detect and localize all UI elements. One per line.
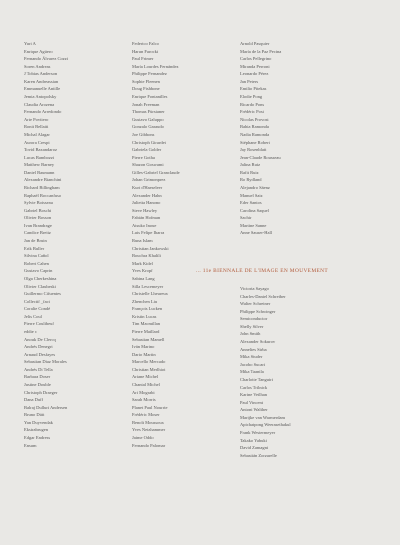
- artist-name: María de la Paz Pecina: [240, 48, 282, 54]
- artist-name: Pierre Gotha: [132, 154, 155, 160]
- artist-name: Takako Yabuki: [240, 437, 267, 443]
- artist-name: Aurora Crespi: [24, 139, 50, 145]
- artist-name: Shazon Goswami: [132, 162, 164, 168]
- artist-name: Jacobo Sucari: [240, 361, 266, 367]
- artist-name: John Smith: [240, 331, 261, 337]
- artist-name: Lucas Bambozzi: [24, 154, 55, 160]
- artist-name: Anouk De Clercq: [24, 336, 56, 342]
- artist-name: Mark Kidel: [132, 260, 153, 266]
- artist-name: Enrique Fontanilles: [132, 94, 168, 100]
- artist-name: Bahia Ramonda: [240, 124, 269, 130]
- artist-name: Alexander Sokurov: [240, 339, 276, 345]
- artist-name: Antoni Walther: [240, 407, 268, 413]
- artist-name: Ricardo Pons: [240, 101, 265, 107]
- artist-name: Olga Cherkeshina: [24, 275, 57, 281]
- artist-name: Luis Felipe Ibarra: [132, 230, 165, 236]
- artist-name: Alejandro Sáenz: [240, 184, 270, 190]
- artist-list-column-2: [132, 40, 180, 449]
- artist-name: Eder Santos: [240, 200, 262, 206]
- artist-name: Matthew Barney: [24, 162, 55, 168]
- artist-name: Tovid Baxandaroz: [24, 147, 58, 153]
- artist-name: Iván Marino: [132, 344, 155, 350]
- artist-name: Ronit Bellaiti: [24, 124, 49, 130]
- artist-name: Julietta Hanono: [132, 200, 161, 206]
- artist-name: Balraj Dulluri Andersen: [24, 404, 68, 410]
- artist-name: Emilio Pitekas: [240, 86, 267, 92]
- artist-name: Martine Sanne: [240, 222, 267, 228]
- artist-name: Johan Grimonprez: [132, 177, 166, 183]
- artist-name: Federico Falco: [132, 41, 159, 46]
- artist-name: Carlos Pellegrino: [240, 56, 272, 62]
- artist-name: François Lucken: [132, 306, 163, 312]
- artist-name: Richard Billingham: [24, 184, 60, 190]
- artist-name: Erik Buller: [24, 245, 45, 251]
- artist-name: Pierre Maillard: [132, 328, 160, 334]
- artist-name: Guillermo Cifuentes: [24, 291, 61, 297]
- artist-name: Joe Gibbons: [132, 131, 155, 137]
- artist-name: Christian Merlhiot: [132, 366, 166, 372]
- artist-name: Walter Schreiner: [240, 301, 271, 307]
- artist-name: Stéphane Robert: [240, 139, 270, 145]
- artist-name: Claudia Arozena: [24, 101, 55, 107]
- artist-name: Ari Mograbi: [132, 389, 155, 395]
- artist-name: David Zamagni: [240, 445, 269, 451]
- artist-name: Frank Westermeyer: [240, 429, 276, 435]
- artist-name: Sachir: [240, 215, 252, 221]
- artist-name: María Lourdes Fernández: [132, 63, 179, 69]
- artist-name: Jonah Freeman: [132, 101, 160, 107]
- artist-name: Anne Sauser-Hall: [240, 230, 273, 236]
- artist-name: Atsuko Inoue: [132, 222, 157, 228]
- artist-name: Mika Studer: [240, 354, 263, 360]
- artist-name: Raphaël Boccanfuso: [24, 192, 62, 198]
- artist-name: Frédéric Post: [240, 109, 264, 115]
- artist-name: Kristin Lucas: [132, 313, 157, 319]
- artist-name: Ariane Michel: [132, 374, 159, 380]
- artist-name: Pierre Coulibeuf: [24, 321, 54, 327]
- artist-name: Manuel Saiz: [240, 192, 263, 198]
- artist-name: Fernando Álvarez Cozzi: [24, 56, 68, 62]
- artist-name: Sebastian Mamell: [132, 336, 165, 342]
- artist-name: Marijke van Warmerdam: [240, 414, 286, 420]
- artist-name: Olivier Claubeski: [24, 283, 56, 289]
- artist-name: Arte Povtiero: [24, 116, 49, 122]
- artist-name: Elodie Pong: [240, 94, 263, 100]
- artist-name: Emmanuelle Antille: [24, 86, 61, 92]
- artist-name: Candice Breitz: [24, 230, 51, 236]
- artist-name: Thomas Fürstaner: [132, 109, 165, 115]
- artist-name: Victoria Sayago: [240, 286, 269, 291]
- artist-name: Christoph Draeger: [24, 389, 58, 395]
- artist-name: Andrés Di Tella: [24, 366, 53, 372]
- artist-name: Sylvie Boisseau: [24, 200, 53, 206]
- artist-name: Harun Farocki: [132, 48, 159, 54]
- biennale-title: ... 11e BIENNALE DE L'IMAGE EN MOUVEMENT: [196, 268, 328, 274]
- artist-name: Carolina Saquel: [240, 207, 269, 213]
- artist-name: Daniel Baumann: [24, 169, 55, 175]
- artist-name: Chantal Michel: [132, 382, 160, 388]
- artist-name: Gabriela Golder: [132, 147, 162, 153]
- artist-name: Benoît Moussoux: [132, 419, 164, 425]
- artist-name: Arnold Pasquier: [240, 41, 270, 46]
- artist-name: Christoph Girardet: [132, 139, 166, 145]
- artist-name: Nicolas Provost: [240, 116, 269, 122]
- artist-name: Dario Martin: [132, 351, 156, 357]
- artist-name: Philippe Schwinger: [240, 308, 276, 314]
- artist-name: Marcello Mercado: [132, 359, 166, 365]
- artist-name: Shelly Silver: [240, 323, 264, 329]
- artist-name: Ensum: [24, 442, 37, 448]
- artist-name: Justine Double: [24, 382, 51, 388]
- artist-name: Paul Frimer: [132, 56, 154, 62]
- artist-name: Doug Fishbone: [132, 86, 160, 92]
- artist-name: Sebastian Diaz Morales: [24, 359, 67, 365]
- artist-name: Runa Islam: [132, 238, 153, 244]
- artist-name: J Tobias Anderson: [24, 71, 58, 77]
- artist-name: Jemia Antopolsky: [24, 94, 57, 100]
- artist-name: Apichatpong Weerasethakul: [240, 422, 291, 428]
- artist-name: Sebastián Zorzarelle: [240, 452, 277, 458]
- artist-name: Christian Jankowski: [132, 245, 169, 251]
- artist-name: Bouchra Khalili: [132, 253, 161, 259]
- artist-name: Coralie Condé: [24, 306, 51, 312]
- artist-name: Leonardo Pérez: [240, 71, 269, 77]
- artist-list-column-1: [24, 40, 68, 449]
- artist-name: Soren Andreas: [24, 63, 51, 69]
- artist-name: Charlotte Tanguiri: [240, 376, 273, 382]
- artist-name: Ivan Brandrage: [24, 222, 52, 228]
- artist-name: Andrés Denegri: [24, 344, 53, 350]
- artist-name: Michal Alagar: [24, 131, 50, 137]
- artist-name: Gustavo Galuppo: [132, 116, 164, 122]
- artist-name: Collectif _fact: [24, 298, 50, 304]
- artist-name: Enrique Agüero: [24, 48, 53, 54]
- artist-name: Frédéric Moser: [132, 412, 160, 418]
- artist-name: Silvina Cañol: [24, 253, 49, 259]
- artist-name: Yves Netzhammer: [132, 427, 166, 433]
- artist-name: Karine Veilhan: [240, 392, 268, 398]
- artist-name: Kurt d'Haeseleer: [132, 184, 163, 190]
- artist-name: Edgar Endress: [24, 435, 51, 441]
- artist-name: Steve Hawley: [132, 207, 158, 213]
- artist-name: Philippe Fernandez: [132, 71, 167, 77]
- artist-name: Jelis Coul: [24, 313, 42, 319]
- artist-name: Jan Peters: [240, 78, 259, 84]
- artist-name: Gustavo Caprin: [24, 268, 53, 274]
- artist-name: Jaime Oddo: [132, 435, 154, 441]
- artist-name: Gabriel Boschi: [24, 207, 52, 213]
- artist-name: Bruno Dütt: [24, 412, 45, 418]
- artist-name: Annelies Strba: [240, 346, 267, 352]
- artist-name: Charles-Daniel Schreiber: [240, 293, 286, 299]
- artist-name: Planet Paul Nourrie: [132, 404, 168, 410]
- artist-list-column-3-continued: [240, 285, 291, 459]
- artist-name: Sabina Lang: [132, 275, 155, 281]
- artist-name: Jan de Bruin: [24, 238, 47, 244]
- artist-name: Gonzalo Garaudo: [132, 124, 164, 130]
- artist-name: Ro Rydland: [240, 177, 262, 183]
- artist-name: Arnaud Desfayes: [24, 351, 56, 357]
- artist-name: Silla Lescemeyer: [132, 283, 164, 289]
- artist-name: Zhenchen Liu: [132, 298, 158, 304]
- artist-list-column-3: [240, 40, 281, 237]
- artist-name: Miranda Perroni: [240, 63, 270, 69]
- artist-name: Paul Vincent: [240, 399, 264, 405]
- artist-name: Semiconductor: [240, 316, 268, 322]
- artist-name: Dana Duff: [24, 397, 44, 403]
- artist-name: Alexandre Bianchini: [24, 177, 62, 183]
- artist-name: Mika Taanila: [240, 369, 264, 375]
- artist-name: Yan Duyvendak: [24, 419, 53, 425]
- artist-name: Nadia Ramonda: [240, 131, 270, 137]
- artist-name: Olivier Bosson: [24, 215, 52, 221]
- artist-name: Gilles-Gabriel Granclaude: [132, 169, 180, 175]
- artist-name: Yuri A: [24, 41, 36, 46]
- artist-name: Sophie Fleenen: [132, 78, 160, 84]
- artist-name: Christelle Lheureux: [132, 291, 168, 297]
- artist-name: Ekstrabrugen: [24, 427, 48, 433]
- artist-name: Alexander Hahn: [132, 192, 162, 198]
- artist-name: Yves Kropf: [132, 268, 153, 274]
- artist-name: Sarah Morris: [132, 397, 156, 403]
- artist-name: eddie c: [24, 328, 37, 334]
- artist-name: Jay Rosenblatt: [240, 147, 267, 153]
- artist-name: Karen Andreassian: [24, 78, 59, 84]
- artist-name: Tim Macmillan: [132, 321, 160, 327]
- artist-name: Fernando Arredondo: [24, 109, 62, 115]
- artist-name: Fernando Palomar: [132, 442, 166, 448]
- artist-name: Robert Cahen: [24, 260, 49, 266]
- artist-name: Barbara Doser: [24, 374, 51, 380]
- artist-name: Jean-Claude Rousseau: [240, 154, 281, 160]
- artist-name: Jalina Ruiz: [240, 162, 261, 168]
- artist-name: Fabián Hofman: [132, 215, 161, 221]
- artist-name: Carlos Trilnick: [240, 384, 268, 390]
- artist-name: Rafit Ruiz: [240, 169, 259, 175]
